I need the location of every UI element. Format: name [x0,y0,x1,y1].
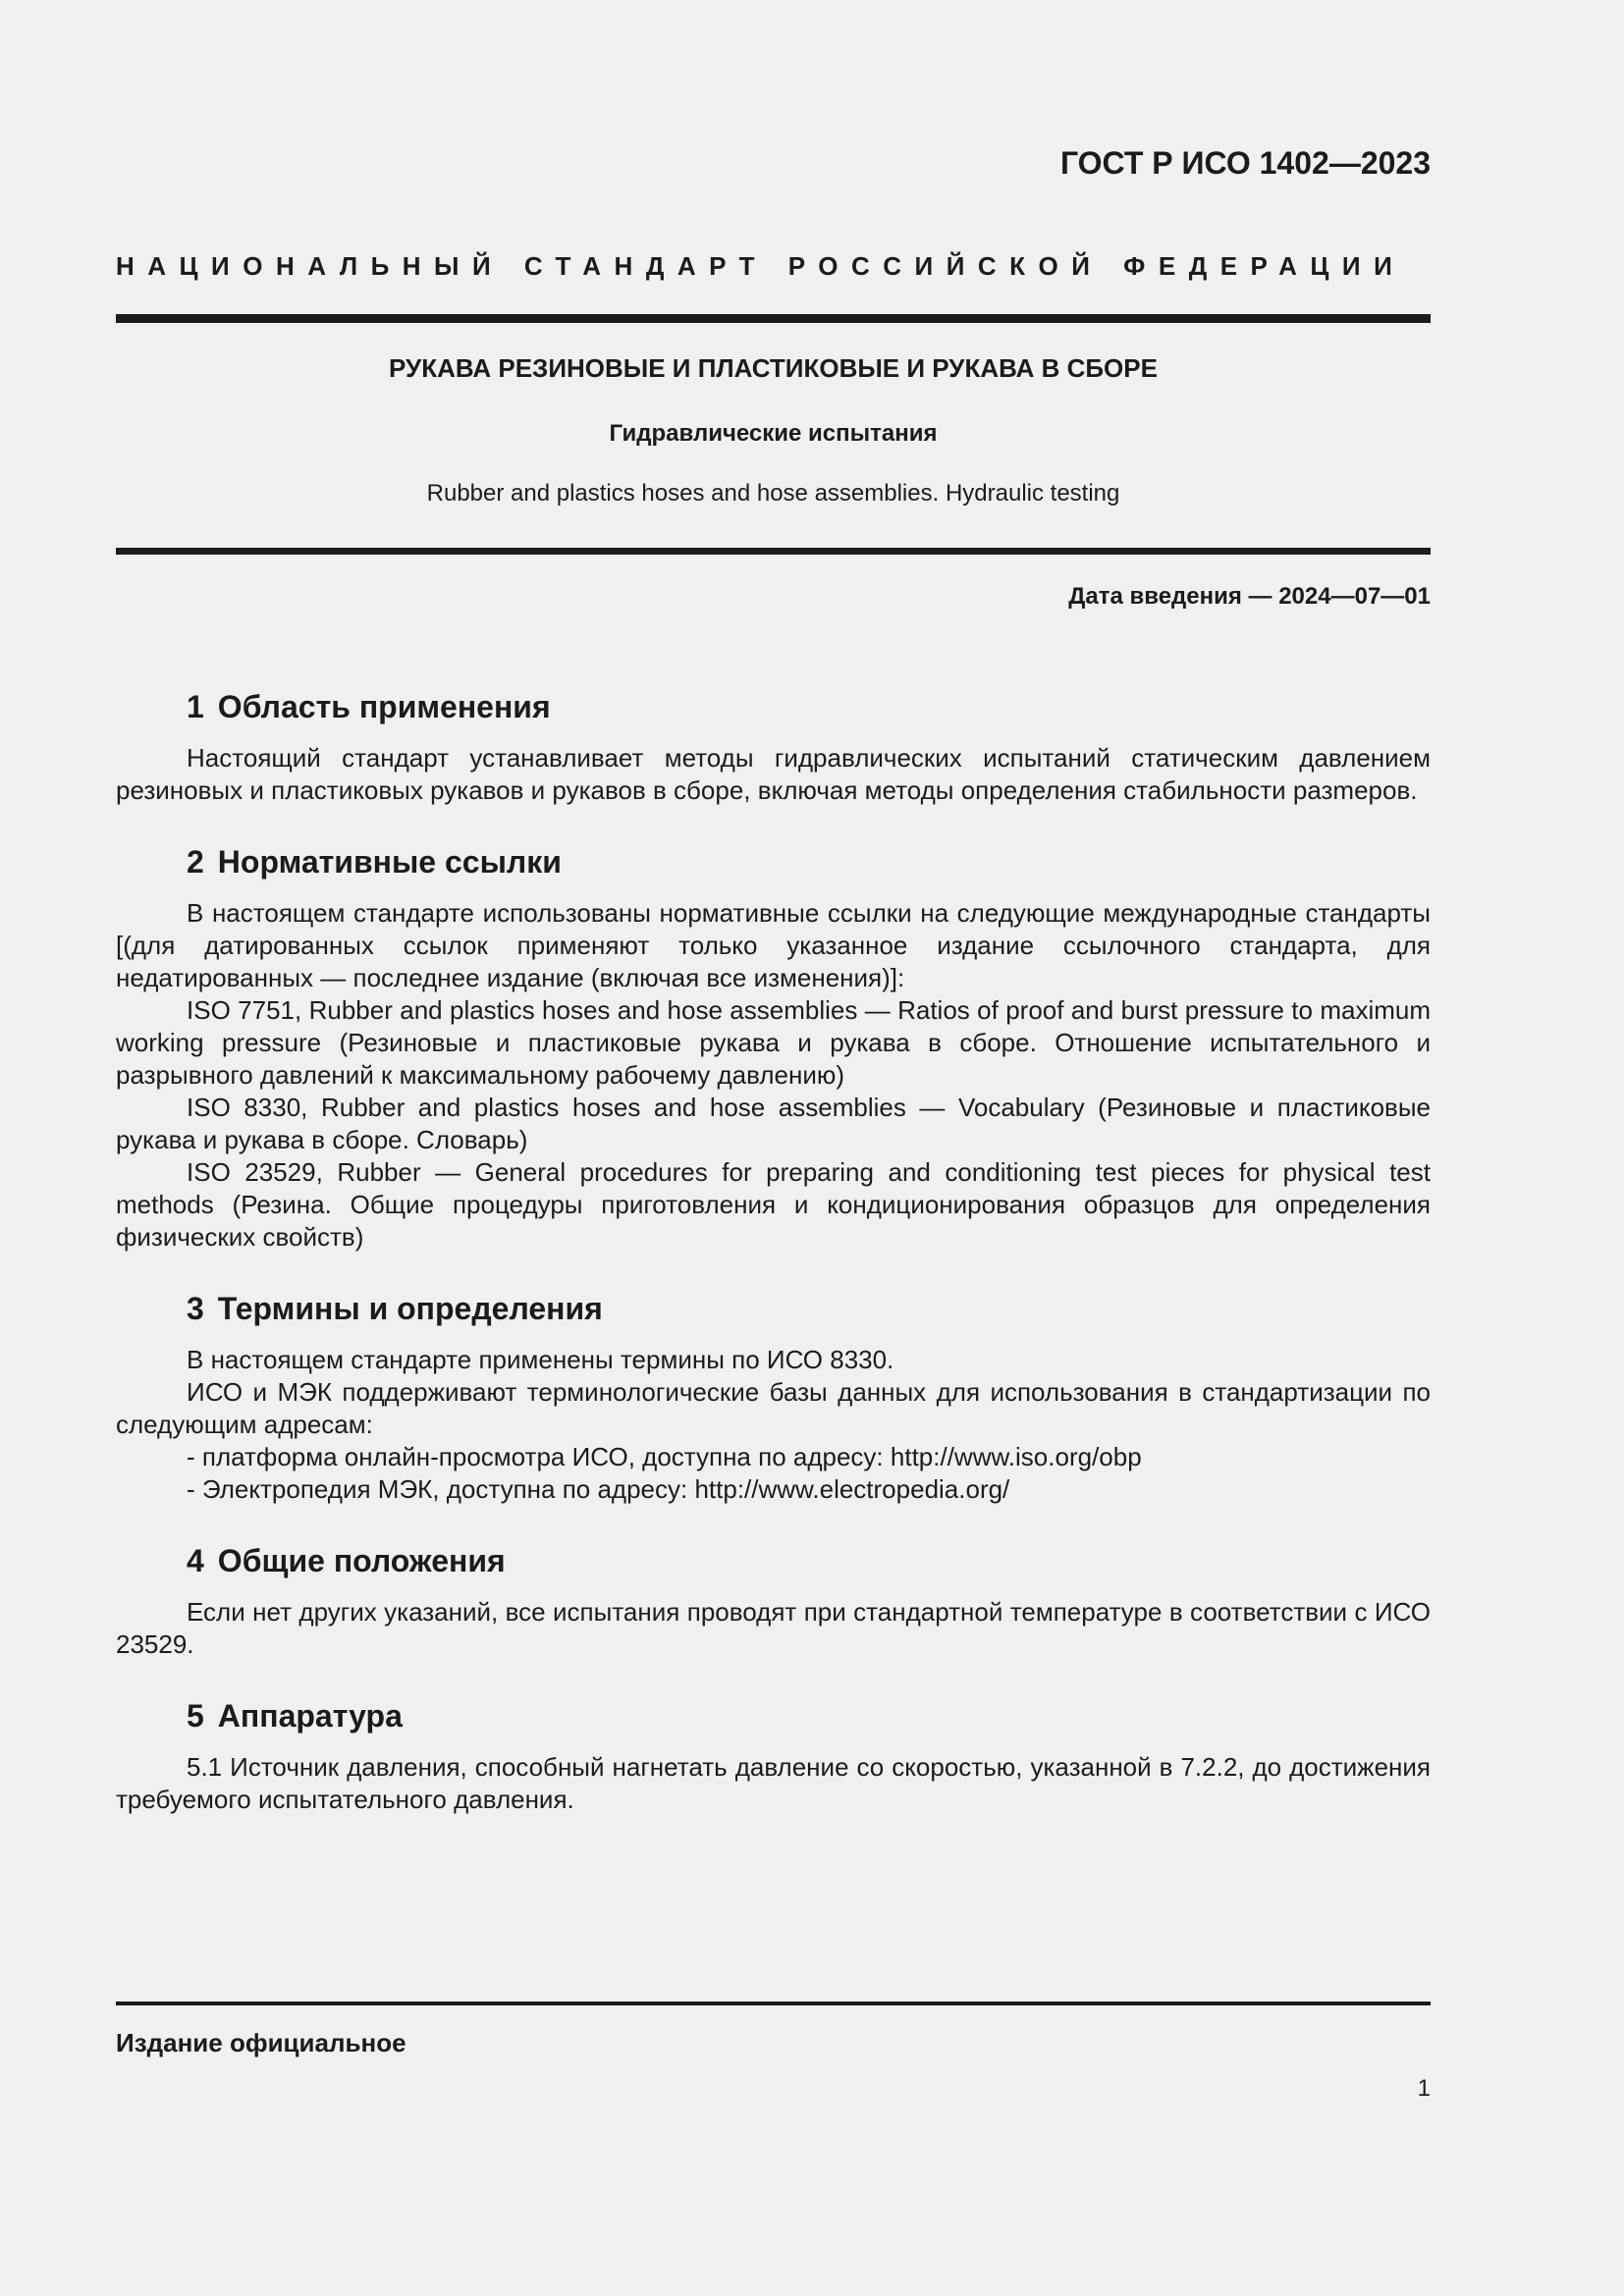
list-item-iso-obp: - платформа онлайн-просмотра ИСО, доступна по адресу: http://www.iso.org/obp [187,1442,1142,1471]
document-body [116,687,1431,1816]
paragraph: Если нет других указаний, все испытания проводят при стандартной температуре в соответствии с ИСО 23529. [116,1597,1431,1659]
section-number: 1 [187,689,204,724]
paragraph: В настоящем стандарте использованы нормативные ссылки на следующие международные стандарты [(для датированных ссылок применяют только указанное издание ссылочного стандарта, для недатированных — последнее издание (включая все изменения)]: [116,898,1431,992]
section-title: Область применения [217,689,551,724]
section-number: 4 [187,1543,204,1578]
section-heading-terms [187,1289,1431,1328]
section-title: Общие положения [217,1543,506,1578]
official-edition-label: Издание официальное [116,2028,406,2057]
list-item-electropedia: - Электропедия МЭК, доступна по адресу: http://www.electropedia.org/ [187,1474,1010,1504]
national-standard-banner: НАЦИОНАЛЬНЫЙ СТАНДАРТ РОССИЙСКОЙ ФЕДЕРАЦИИ [116,251,1406,281]
section-heading-general [187,1541,1431,1580]
section-title: Нормативные ссылки [217,844,562,880]
title-divider [116,548,1431,555]
reference-iso-23529: ISO 23529, Rubber — General procedures for preparing and conditioning test pieces for physical test methods (Резина. Общие процедуры приготовления и кондиционирования образцов для определения физических свойств) [116,1157,1431,1252]
section-heading-normative-references [187,842,1431,881]
paragraph: 5.1 Источник давления, способный нагнетать давление со скоростью, указанной в 7.2.2, до достижения требуемого испытательного давления. [116,1752,1431,1814]
section-title: Аппаратура [217,1698,403,1734]
document-title: РУКАВА РЕЗИНОВЫЕ И ПЛАСТИКОВЫЕ И РУКАВА В СБОРЕ [389,353,1158,383]
document-subtitle: Гидравлические испытания [609,420,938,447]
section-number: 5 [187,1698,204,1734]
section-number: 2 [187,844,204,880]
document-code: ГОСТ Р ИСО 1402—2023 [1059,145,1431,181]
paragraph: Настоящий стандарт устанавливает методы гидравлических испытаний статическим давлением резиновых и пластиковых рукавов и рукавов в сборе, включая методы определения стабильности разmеров. [116,743,1431,805]
reference-iso-8330: ISO 8330, Rubber and plastics hoses and hose assemblies — Vocabulary (Резиновые и пластиковые рукава и рукава в сборе. Словарь) [116,1093,1431,1154]
document-title-english: Rubber and plastics hoses and hose assemblies. Hydraulic testing [426,480,1120,507]
top-divider [116,314,1431,323]
section-heading-apparatus [187,1696,1431,1735]
introduction-date: Дата введения — 2024—07—01 [1068,583,1431,610]
section-title: Термины и определения [217,1291,603,1326]
footer-divider [116,2002,1431,2005]
reference-iso-7751: ISO 7751, Rubber and plastics hoses and hose assemblies — Ratios of proof and burst pressure to maximum working pressure (Резиновые и пластиковые рукава и рукава в сборе. Отношение испытательного и разрывного давлений к максимальному рабочему давлению) [116,995,1431,1090]
page-number: 1 [1417,2075,1431,2102]
section-heading-scope [187,687,1431,726]
section-number: 3 [187,1291,204,1326]
paragraph: В настоящем стандарте применены термины по ИСО 8330. [187,1345,894,1374]
paragraph: ИСО и МЭК поддерживают терминологические базы данных для использования в стандартизации по следующим адресам: [116,1377,1431,1439]
